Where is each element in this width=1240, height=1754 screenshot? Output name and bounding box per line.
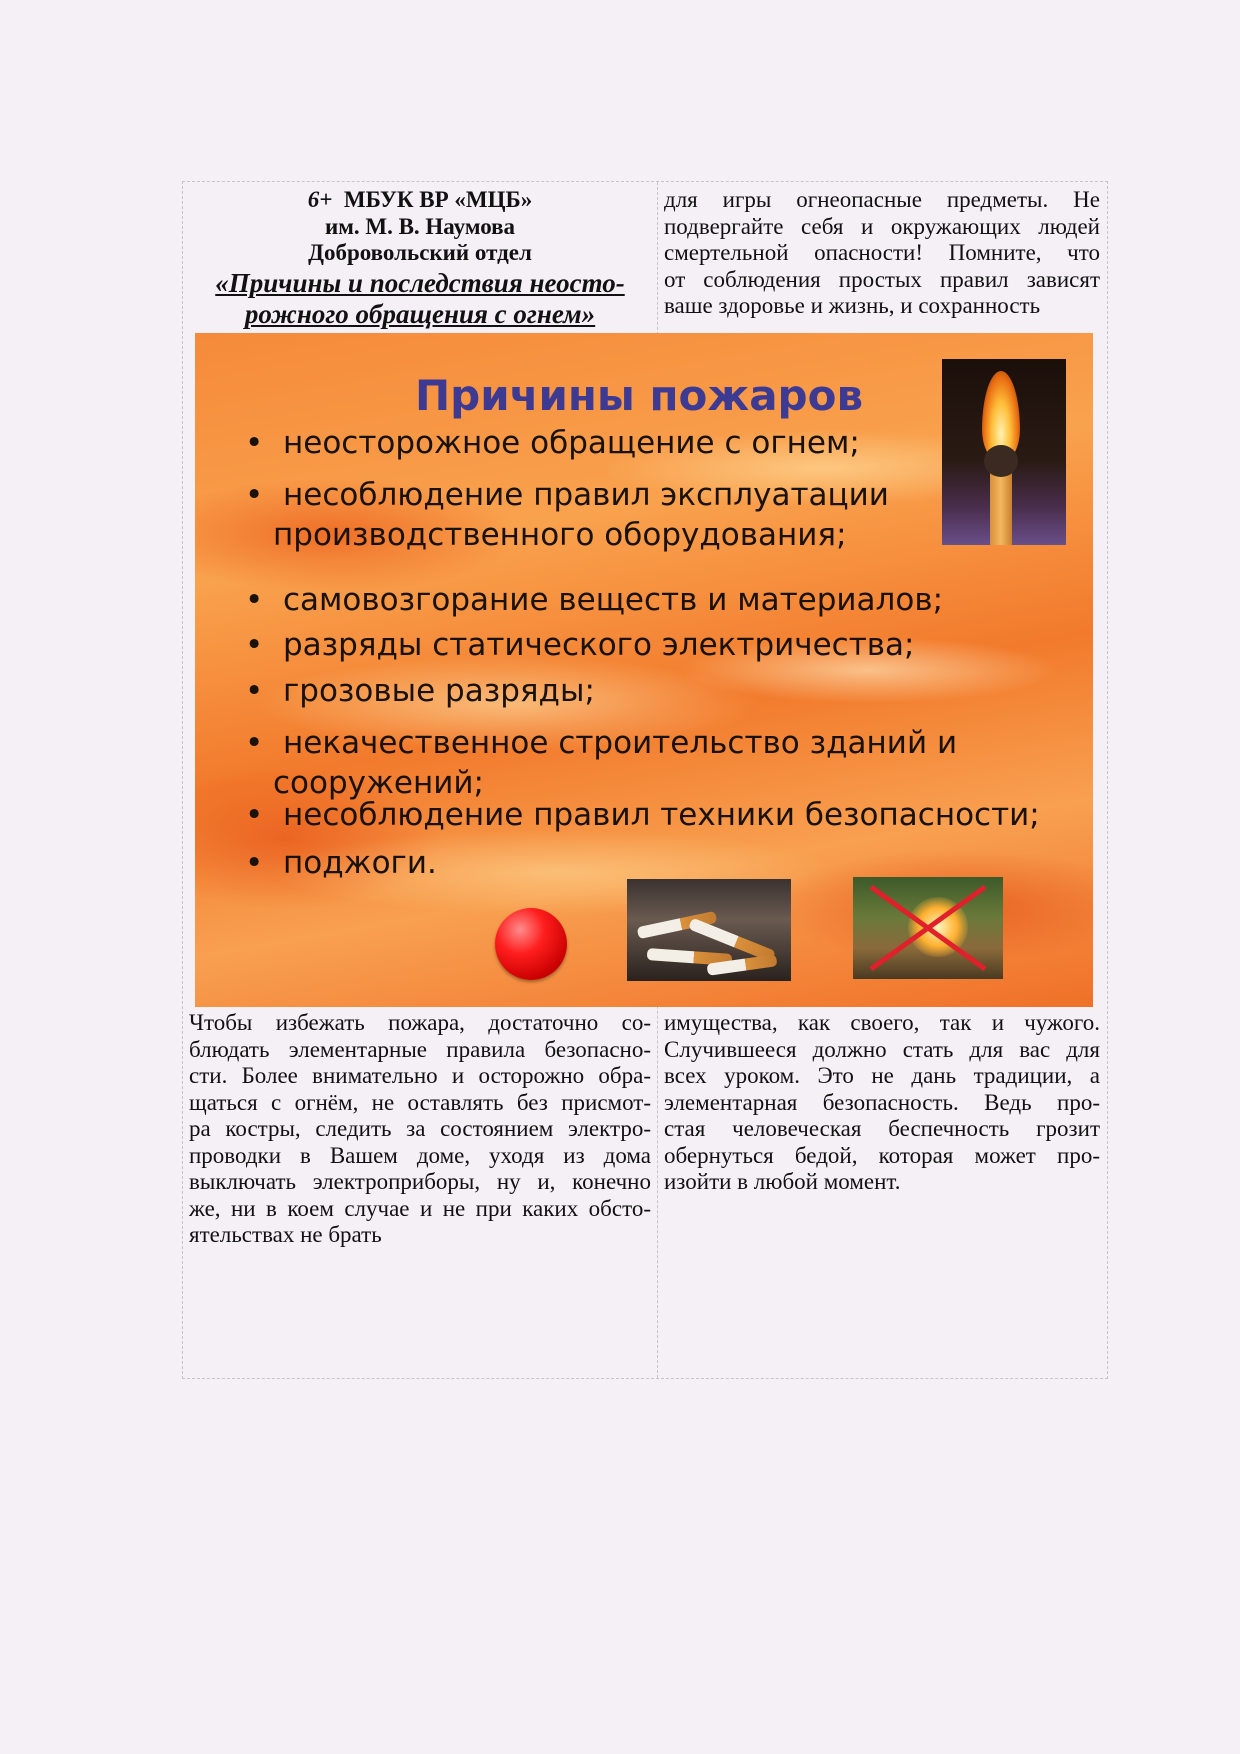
text-line: ра костры, следить за состоянием электро-: [189, 1116, 651, 1141]
cause-item: [245, 795, 1065, 835]
cause-text-line: грозовые разряды;: [283, 673, 595, 709]
cause-item: [245, 580, 1065, 620]
text-left-bottom: [189, 1010, 651, 1249]
match-head: [984, 445, 1018, 477]
cause-text: [245, 625, 1065, 665]
text-line: стая человеческая беспечность грозит: [664, 1116, 1100, 1141]
cause-item: [245, 625, 1065, 665]
text-line: ваше здоровье и жизнь, и сохранность: [664, 293, 1041, 318]
bullet-icon: •: [245, 627, 264, 663]
text-line: выключать электроприборы, ну и, конечно: [189, 1169, 651, 1194]
text-line: ятельствах не брать: [189, 1222, 382, 1247]
bullet-icon: •: [245, 845, 264, 881]
cause-item: [245, 671, 1065, 711]
document-title-line: рожного обращения с огнем»: [244, 298, 596, 329]
document-title-line: «Причины и последствия неосто-: [215, 267, 625, 298]
header-dept: Добровольский отдел: [308, 240, 532, 265]
bullet-icon: •: [245, 673, 264, 709]
cause-text-line: сооружений;: [273, 765, 485, 801]
document-header: [183, 187, 657, 330]
text-line: изойти в любой момент.: [664, 1169, 901, 1194]
cause-text-line: неосторожное обращение с огнем;: [283, 425, 860, 461]
cause-item: [245, 723, 1065, 803]
text-right-bottom: [664, 1010, 1100, 1196]
cause-text-line: несоблюдение правил эксплуатации: [283, 477, 889, 513]
text-line: Чтобы избежать пожара, достаточно со-: [189, 1010, 651, 1035]
cigarettes-image: [627, 879, 791, 981]
text-line: элементарная безопасность. Ведь про-: [664, 1089, 1100, 1115]
slide-title: Причины пожаров: [415, 371, 864, 420]
bullet-icon: •: [245, 797, 264, 833]
cause-text-line: производственного оборудования;: [273, 517, 847, 553]
bullet-icon: •: [245, 725, 264, 761]
header-name: им. М. В. Наумова: [324, 213, 516, 239]
text-line: для игры огнеопасные предметы. Не: [664, 187, 1100, 212]
cause-text-line: самовозгорание веществ и материалов;: [283, 582, 944, 618]
bullet-icon: •: [245, 477, 264, 513]
cause-text-line: несоблюдение правил техники безопасности;: [283, 797, 1040, 833]
text-line: Случившееся должно стать для вас для: [664, 1036, 1100, 1062]
bullet-icon: •: [245, 582, 264, 618]
cause-text: [245, 723, 1065, 803]
text-line: от соблюдения простых правил зависят: [664, 266, 1100, 292]
red-ball-icon: [495, 908, 567, 980]
text-line: проводки в Вашем доме, уходя из дома: [189, 1142, 651, 1168]
cause-text-line: поджоги.: [283, 845, 437, 881]
age-rating: 6+: [307, 187, 333, 212]
bullet-icon: •: [245, 425, 264, 461]
header-org-line: [183, 187, 657, 214]
text-line: сти. Более внимательно и осторожно обра-: [189, 1063, 651, 1088]
text-line: блюдать элементарные правила безопасно-: [189, 1036, 651, 1062]
document-title: [183, 268, 657, 330]
cause-text-line: разряды статического электричества;: [283, 627, 915, 663]
no-campfire-image: [853, 877, 1003, 979]
text-right-top: [664, 187, 1100, 320]
cause-text-line: некачественное строительство зданий и: [283, 725, 958, 761]
text-line: же, ни в коем случае и не при каких обсто-: [189, 1195, 651, 1221]
cause-text: [245, 671, 1065, 711]
burning-match-image: [942, 359, 1066, 545]
text-line: смертельной опасности! Помните, что: [664, 240, 1100, 265]
text-line: обернуться бедой, которая может про-: [664, 1142, 1100, 1168]
cause-text: [245, 580, 1065, 620]
header-org: МБУК ВР «МЦБ»: [343, 187, 533, 212]
prohibition-cross-icon: [853, 877, 1003, 979]
fire-causes-slide: [195, 333, 1093, 1007]
text-line: имущества, как своего, так и чужого.: [664, 1010, 1100, 1035]
text-line: всех уроком. Это не дань традиции, а: [664, 1063, 1100, 1088]
cause-text: [245, 795, 1065, 835]
text-line: подвергайте себя и окружающих людей: [664, 213, 1100, 239]
text-line: щаться с огнём, не оставлять без присмот-: [189, 1089, 651, 1115]
